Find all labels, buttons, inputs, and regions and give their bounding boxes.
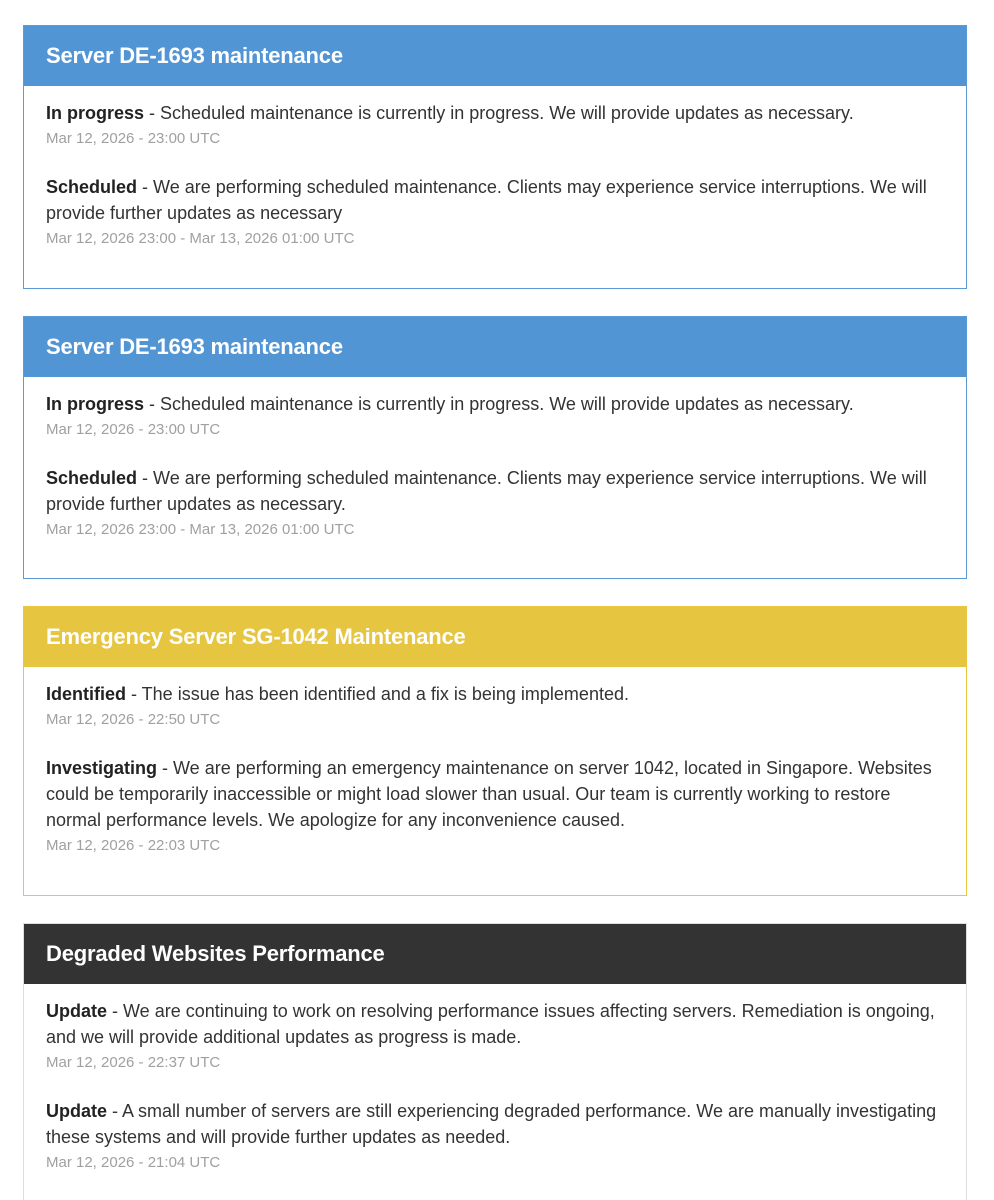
incident-update [46,174,944,250]
incident-card [23,606,967,896]
update-text [46,755,944,833]
incident-update [46,465,944,541]
update-timestamp: Mar 12, 2026 - 23:00 UTC [46,130,221,147]
update-timestamp: Mar 12, 2026 - 22:50 UTC [46,711,221,728]
update-status: Identified [46,684,126,704]
incident-updates [24,667,966,857]
incident-card [23,25,967,289]
incident-title: Emergency Server SG-1042 Maintenance [24,607,966,667]
update-timestamp: Mar 12, 2026 - 22:03 UTC [46,837,221,854]
incident-updates [24,86,966,250]
incident-title: Degraded Websites Performance [24,924,966,984]
update-status: Scheduled [46,468,138,488]
incident-update [46,1098,944,1174]
incident-card [23,316,967,579]
incident-update [46,755,944,857]
update-text [46,391,944,417]
update-message: - We are performing scheduled maintenance. Clients may experience service interruptions. We will provide further updates as necessary. [46,468,927,514]
update-status: In progress [46,394,145,414]
update-message: - Scheduled maintenance is currently in progress. We will provide updates as necessary. [144,103,854,123]
update-status: Investigating [46,758,158,778]
incident-updates [24,377,966,541]
update-timestamp: Mar 12, 2026 23:00 - Mar 13, 2026 01:00 UTC [46,521,355,538]
update-message: - A small number of servers are still experiencing degraded performance. We are manually investigating these systems and will provide further updates as needed. [46,1101,937,1147]
incident-updates [24,984,966,1174]
incident-update [46,391,944,441]
update-text [46,998,944,1050]
update-text [46,681,944,707]
update-text [46,100,944,126]
update-status: Scheduled [46,177,138,197]
update-status: Update [46,1001,108,1021]
update-timestamp: Mar 12, 2026 23:00 - Mar 13, 2026 01:00 UTC [46,230,355,247]
update-timestamp: Mar 12, 2026 - 23:00 UTC [46,421,221,438]
update-text [46,1098,944,1150]
update-timestamp: Mar 12, 2026 - 22:37 UTC [46,1054,221,1071]
update-message: - The issue has been identified and a fix is being implemented. [126,684,629,704]
incident-update [46,100,944,150]
update-text [46,465,944,517]
update-message: - We are continuing to work on resolving performance issues affecting servers. Remediation is ongoing, and we will provide additional updates as progress is made. [46,1001,935,1047]
update-message: - We are performing an emergency maintenance on server 1042, located in Singapore. Websites could be temporarily inaccessible or might load slower than usual. Our team is currently working to restore normal performance levels. We apologize for any inconvenience caused. [46,758,932,830]
incident-title: Server DE-1693 maintenance [24,317,966,377]
incident-update [46,998,944,1074]
incident-update [46,681,944,731]
update-status: In progress [46,103,145,123]
update-message: - Scheduled maintenance is currently in progress. We will provide updates as necessary. [144,394,854,414]
update-message: - We are performing scheduled maintenance. Clients may experience service interruptions. We will provide further updates as necessary [46,177,927,223]
update-status: Update [46,1101,108,1121]
incident-title: Server DE-1693 maintenance [24,26,966,86]
update-text [46,174,944,226]
update-timestamp: Mar 12, 2026 - 21:04 UTC [46,1154,221,1171]
incident-card [23,923,967,1200]
